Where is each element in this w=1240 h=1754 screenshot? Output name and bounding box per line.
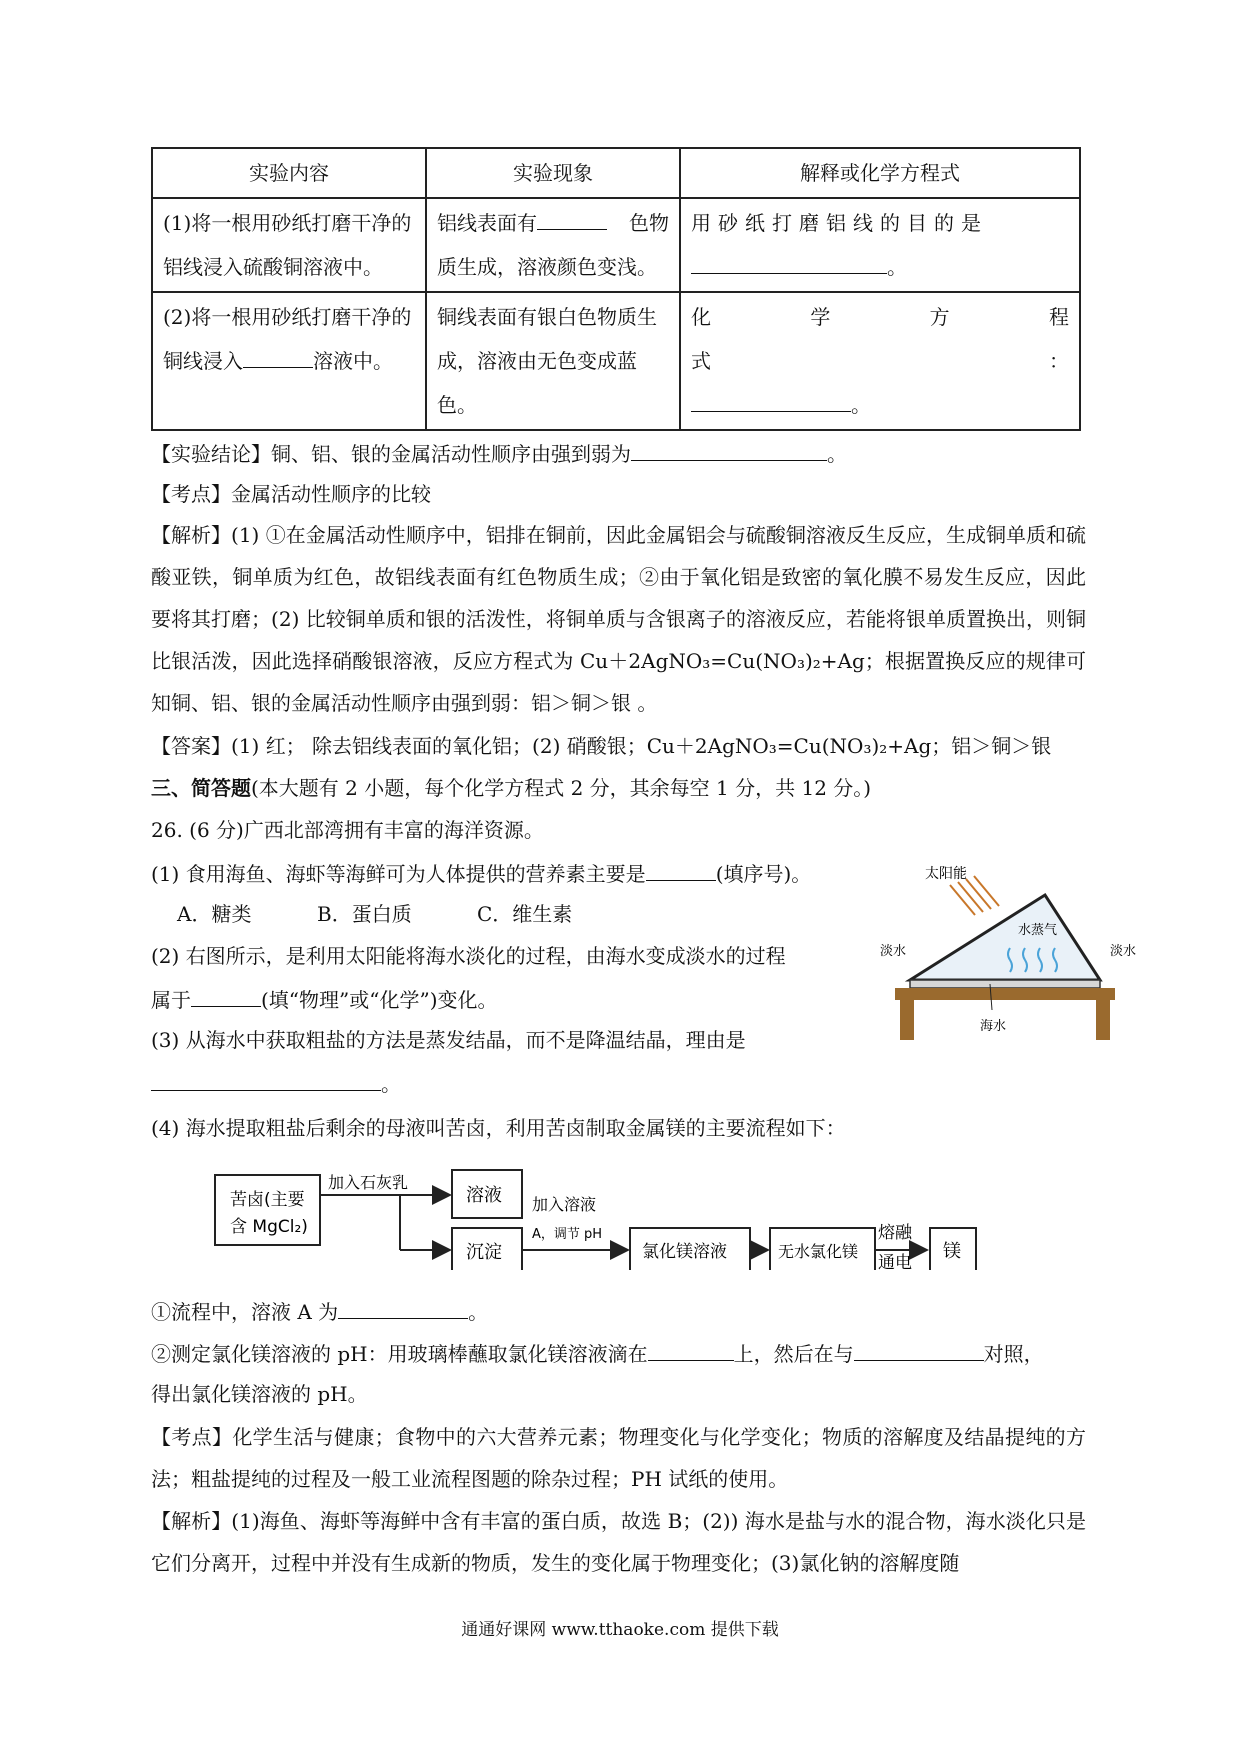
table-cell <box>152 198 426 292</box>
page-footer: 通通好课网 www.tthaoke.com 提供下载 <box>461 1620 779 1640</box>
seawater-label: 海水 <box>980 1019 1007 1034</box>
question-text: (填“物理”或“化学”)变化。 <box>261 988 498 1012</box>
question-part-4 <box>151 1114 1091 1142</box>
analysis-text: (1)海鱼、海虾等海鲜中含有丰富的蛋白质，故选 B；(2)) 海水是盐与水的混合物，海水淡化只是它们分离开，过程中并没有生成新的物质，发生的变化属于物理变化；(3)氯化钠的溶解度随 <box>151 1509 1087 1575</box>
question-text: 上，然后在与 <box>733 1342 854 1366</box>
question-part-2-cont <box>151 984 871 1014</box>
box-mgcl2-solution-text: 氯化镁溶液 <box>642 1242 727 1262</box>
header-cell: 解释或化学方程式 <box>680 148 1080 198</box>
section-tag: 【考点】 <box>151 1425 233 1449</box>
question-part-1 <box>151 858 871 888</box>
question-text: 属于 <box>151 988 191 1012</box>
options-line <box>151 900 827 928</box>
cell-text: 铝线表面有 <box>437 211 537 235</box>
vapor-label: 水蒸气 <box>1018 923 1058 938</box>
sun-label: 太阳能 <box>925 866 967 882</box>
question-text: ①流程中，溶液 A 为 <box>151 1300 339 1324</box>
kaodian-text: 化学生活与健康；食物中的六大营养元素；物理变化与化学变化；物质的溶解度及结晶提纯的方法；粗盐提纯的过程及一般工业流程图题的除杂过程；PH 试纸的使用。 <box>151 1425 1087 1491</box>
cell-text: 化 <box>691 305 711 329</box>
table-cell <box>680 292 1080 430</box>
section-note: (本大题有 2 小题，每个化学方程式 2 分，其余每空 1 分，共 12 分。) <box>251 776 872 800</box>
question-part-2 <box>151 942 871 970</box>
base-platform-icon <box>895 988 1115 1000</box>
arrow-label: 加入溶液 <box>532 1195 597 1214</box>
cell-text: 铝线浸入硫酸铜溶液中。 <box>163 255 383 279</box>
table-cell <box>680 198 1080 292</box>
cell-text: 。 <box>887 255 907 279</box>
table-cell <box>152 292 426 430</box>
question-text: ②测定氯化镁溶液的 pH：用玻璃棒蘸取氯化镁溶液滴在 <box>151 1342 648 1366</box>
cell-text: 溶液中。 <box>313 349 393 373</box>
question-text: 。 <box>468 1300 489 1324</box>
cell-text: (1)将一根用砂纸打磨干净的 <box>163 211 412 235</box>
fresh-water-label-left: 淡水 <box>880 944 907 959</box>
glass-cover-icon <box>910 895 1100 980</box>
answer-blank[interactable] <box>151 1068 381 1091</box>
question-stem <box>151 816 1091 844</box>
cell-text: 方 <box>929 305 950 329</box>
header-cell: 实验内容 <box>152 148 426 198</box>
box-bittern-text: 苦卤(主要 <box>230 1190 305 1210</box>
question-text: 对照， <box>983 1342 1044 1366</box>
section-tag: 【实验结论】 <box>151 442 271 466</box>
analysis-text: (1) ①在金属活动性顺序中，铝排在铜前，因此金属铝会与硫酸铜溶液反生反应，生成铜单质和硫酸亚铁，铜单质为红色，故铝线表面有红色物质生成；②由于氧化铝是致密的氧化膜不易发生反应，因此要将其打磨；(2) 比较铜单质和银的活泼性，将铜单质与含银离子的溶液反应，若能将银单质置换出，则铜比银活泼，因此选择硝酸银溶液，反应方程式为 Cu＋2AgNO₃=Cu(NO₃)₂+Ag；根据置换反应的规律可知铜、铝、银的金属活动性顺序由强到弱：铝＞铜＞银 。 <box>151 523 1087 715</box>
sub-question-1 <box>151 1296 1091 1326</box>
box-magnesium-text: 镁 <box>943 1241 961 1262</box>
cell-text: 铜线表面有银白色物质生 <box>437 305 657 329</box>
box-anhydrous-mgcl2-text: 无水氯化镁 <box>778 1242 859 1261</box>
option-c: C．维生素 <box>477 902 573 926</box>
answer-blank[interactable] <box>691 389 851 412</box>
answer-blank[interactable] <box>691 251 887 274</box>
table-cell <box>426 292 680 430</box>
water-tray-icon <box>910 980 1100 988</box>
option-b: B．蛋白质 <box>317 902 412 926</box>
kaodian-line <box>151 480 1091 508</box>
table-row <box>152 198 1080 292</box>
question-text: (3) 从海水中获取粗盐的方法是蒸发结晶，而不是降温结晶，理由是 <box>151 1028 746 1052</box>
arrow-label: 熔融 <box>878 1223 912 1243</box>
fresh-water-label-right: 淡水 <box>1110 944 1137 959</box>
question-text: 。 <box>381 1072 401 1096</box>
cell-text: 。 <box>851 393 871 417</box>
question-text: (1) 食用海鱼、海虾等海鲜可为人体提供的营养素主要是 <box>151 862 646 886</box>
experiment-table <box>151 147 1081 431</box>
question-part-3-cont <box>151 1068 1091 1098</box>
conclusion-text: 铜、铝、银的金属活动性顺序由强到弱为 <box>271 442 631 466</box>
section-tag: 【解析】 <box>151 1509 232 1533</box>
answer-blank[interactable] <box>631 438 827 461</box>
arrow-label: A，调节 pH <box>532 1227 603 1242</box>
sub-question-2-cont <box>151 1380 1091 1408</box>
arrow-label: 通电 <box>878 1253 912 1270</box>
answer-blank[interactable] <box>243 345 313 368</box>
cell-text: 式 <box>691 349 711 373</box>
answer-line <box>151 732 1091 760</box>
answer-blank[interactable] <box>646 858 716 881</box>
question-text: 得出氯化镁溶液的 pH。 <box>151 1382 368 1406</box>
cell-text: 学 <box>810 305 831 329</box>
platform-leg-icon <box>1096 1000 1110 1040</box>
box-solution-text: 溶液 <box>466 1185 502 1206</box>
conclusion-line <box>151 438 1091 468</box>
box-precipitate-text: 沉淀 <box>466 1242 502 1263</box>
cell-text: 用砂纸打磨铝线的目的是 <box>691 211 988 235</box>
question-text: (填序号)。 <box>715 862 812 886</box>
analysis-paragraph <box>151 514 1086 724</box>
answer-blank[interactable] <box>854 1338 984 1361</box>
answer-blank[interactable] <box>648 1338 734 1361</box>
table-row <box>152 292 1080 430</box>
option-a: A．糖类 <box>177 902 252 926</box>
section-tag: 【答案】 <box>151 734 231 758</box>
answer-blank[interactable] <box>537 207 607 230</box>
section-title: 三、简答题 <box>151 776 251 800</box>
kaodian-paragraph <box>151 1416 1086 1500</box>
section-tag: 【考点】 <box>151 482 231 506</box>
sub-question-2 <box>151 1338 1091 1368</box>
section-heading <box>151 774 1091 802</box>
header-cell: 实验现象 <box>426 148 680 198</box>
cell-text: 铜线浸入 <box>163 349 243 373</box>
table-cell <box>426 198 680 292</box>
table-header-row <box>152 148 1080 198</box>
cell-text: 成，溶液由无色变成蓝色。 <box>437 349 637 417</box>
answer-blank[interactable] <box>338 1296 468 1319</box>
cell-line <box>691 295 1069 339</box>
cell-line <box>437 201 669 245</box>
arrow-label: 加入石灰乳 <box>328 1173 409 1192</box>
question-text: 26. (6 分)广西北部湾拥有丰富的海洋资源。 <box>151 818 544 842</box>
answer-blank[interactable] <box>191 984 261 1007</box>
cell-text: 色物 <box>629 211 669 235</box>
box-bittern-text: 含 MgCl₂) <box>230 1217 308 1237</box>
question-text: (2) 右图所示，是利用太阳能将海水淡化的过程，由海水变成淡水的过程 <box>151 944 786 968</box>
cell-text: 质生成，溶液颜色变浅。 <box>437 255 657 279</box>
cell-text: (2)将一根用砂纸打磨干净的 <box>163 305 412 329</box>
platform-leg-icon <box>900 1000 914 1040</box>
section-tag: 【解析】 <box>151 523 232 547</box>
cell-line <box>691 339 1069 383</box>
punctuation: 。 <box>827 442 847 466</box>
answer-text: (1) 红； 除去铝线表面的氧化铝；(2) 硝酸银；Cu＋2AgNO₃=Cu(NO₃)₂+Ag；铝＞铜＞银 <box>231 734 1052 758</box>
kaodian-text: 金属活动性顺序的比较 <box>231 482 431 506</box>
solar-desalination-diagram <box>880 860 1150 1040</box>
magnesium-process-flowchart <box>210 1150 1040 1270</box>
analysis-paragraph-2 <box>151 1500 1086 1584</box>
question-part-3 <box>151 1026 871 1054</box>
cell-text: 程 <box>1048 305 1069 329</box>
cell-text: ： <box>1049 349 1069 373</box>
question-text: (4) 海水提取粗盐后剩余的母液叫苦卤，利用苦卤制取金属镁的主要流程如下： <box>151 1116 846 1140</box>
